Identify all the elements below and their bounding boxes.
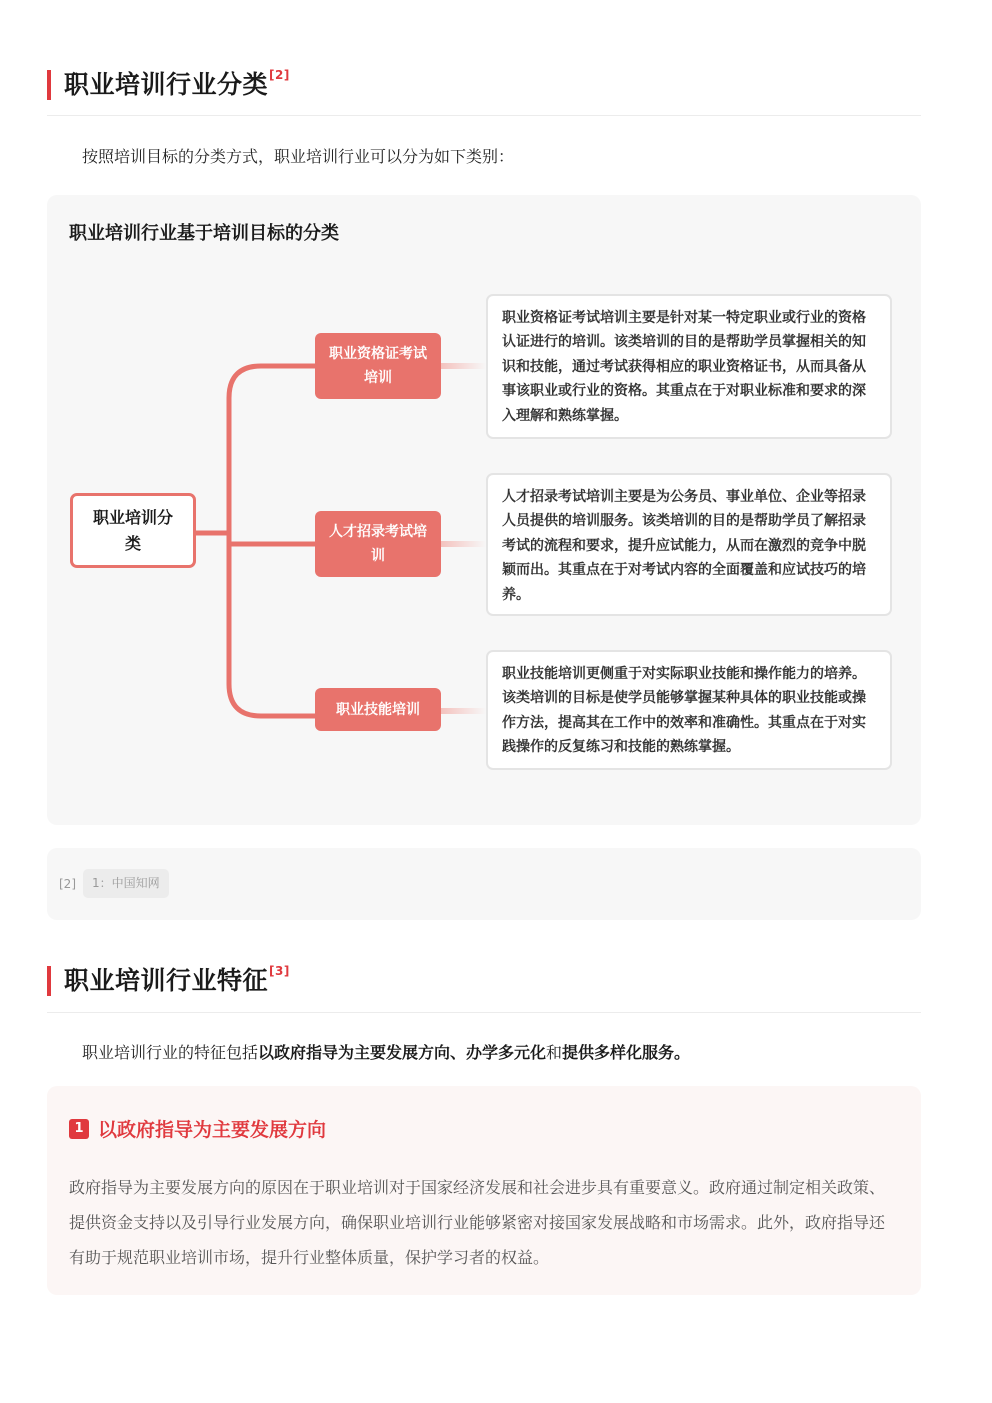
divider xyxy=(47,115,921,116)
features-intro xyxy=(82,1041,690,1065)
branch-desc-recruitment: 人才招录考试培训主要是为公务员、事业单位、企业等招录人员提供的培训服务。该类培训的目的是帮助学员了解招录考试的流程和要求，提升应试能力，从而在激烈的竞争中脱颖而出。其重点在于对考试内容的全面覆盖和应试技巧的培养。 xyxy=(486,473,892,616)
reference-number: [2] xyxy=(59,877,76,891)
feature-card xyxy=(47,1086,921,1295)
reference-chip[interactable]: 1：中国知网 xyxy=(83,869,169,898)
root-node: 职业培训分类 xyxy=(70,493,196,568)
section-title-text: 职业培训行业分类 xyxy=(64,70,269,99)
feature-title: 以政府指导为主要发展方向 xyxy=(98,1119,327,1141)
section-title-classification xyxy=(47,68,290,102)
branch-node-skills: 职业技能培训 xyxy=(315,688,441,731)
intro-highlight: 提供多样化服务。 xyxy=(562,1043,691,1062)
reference-link[interactable]: [3] xyxy=(269,964,290,978)
intro-paragraph: 按照培训目标的分类方式，职业培训行业可以分为如下类别： xyxy=(82,147,515,166)
branch-node-recruitment: 人才招录考试培训 xyxy=(315,511,441,577)
intro-text: 职业培训行业的特征包括 xyxy=(82,1043,259,1062)
divider xyxy=(47,1012,921,1013)
intro-highlight: 以政府指导为主要发展方向、办学多元化 xyxy=(258,1043,547,1062)
branch-desc-skills: 职业技能培训更侧重于对实际职业技能和操作能力的培养。该类培训的目标是使学员能够掌握某种具体的职业技能或操作方法，提高其在工作中的效率和准确性。其重点在于对实践操作的反复练习和技能的熟练掌握。 xyxy=(486,650,892,770)
title-accent-bar xyxy=(47,70,51,100)
section-title-features xyxy=(47,964,290,998)
intro-text: 和 xyxy=(546,1043,563,1062)
section-title-text: 职业培训行业特征 xyxy=(64,966,269,995)
feature-body: 政府指导为主要发展方向的原因在于职业培训对于国家经济发展和社会进步具有重要意义。政府通过制定相关政策、提供资金支持以及引导行业发展方向，确保职业培训行业能够紧密对接国家发展战略和市场需求。此外，政府指导还有助于规范职业培训市场，提升行业整体质量，保护学习者的权益。 xyxy=(69,1178,886,1267)
reference-link[interactable]: [2] xyxy=(269,68,290,82)
branch-node-qualification: 职业资格证考试培训 xyxy=(315,333,441,399)
feature-header xyxy=(69,1115,326,1142)
diagram-panel xyxy=(47,195,921,825)
feature-number-badge: 1 xyxy=(69,1119,89,1139)
branch-desc-qualification: 职业资格证考试培训主要是针对某一特定职业或行业的资格认证进行的培训。该类培训的目的是帮助学员掌握相关的知识和技能，通过考试获得相应的职业资格证书，从而具备从事该职业或行业的资格。其重点在于对职业标准和要求的深入理解和熟练掌握。 xyxy=(486,294,892,439)
diagram-title: 职业培训行业基于培训目标的分类 xyxy=(69,223,339,244)
reference-panel xyxy=(47,848,921,920)
title-accent-bar xyxy=(47,966,51,996)
